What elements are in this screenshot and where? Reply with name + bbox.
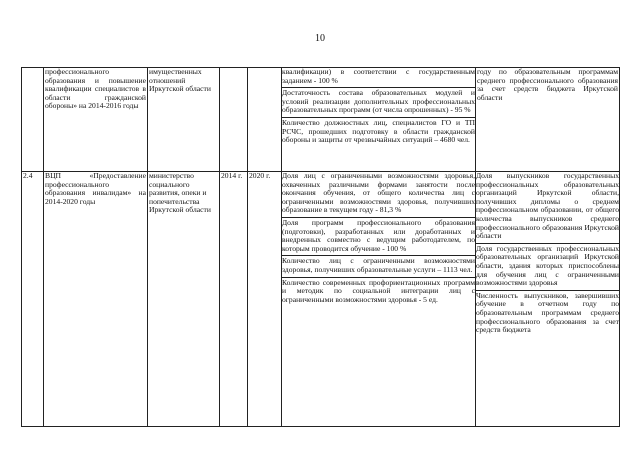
indicator-item: Количество современных профориентационных программ и методик по социальной интеграции лиц с ограниченными возможностями здоровья - 5 ед. [282,277,475,304]
executor-cell: министерство социального развития, опеки и попечительства Иркутской области [148,172,220,427]
table-row [22,68,620,172]
indicator-item: Количество должностных лиц, специалистов ГО и ТП РСЧС, прошедших подготовку в области гражданской обороны и защиты от чрезвычайных ситуаций – 4680 чел. [282,117,475,145]
row-number-cell [22,68,44,172]
indicators-cell [282,68,476,172]
end-year-cell: 2020 г. [248,172,282,427]
target-indicator-item: Численность выпускников, завершивших обучение в отчетном году по образовательным программам среднего профессионального образования за счет средств бюджета [476,290,619,335]
indicator-item: Доля лиц с ограниченными возможностями здоровья, охваченных различными формами занятости после окончания обучения, от общего количества лиц с ограниченными возможностями здоровья, получивших образование в текущем году - 81,3 % [282,172,476,218]
indicators-cell [282,172,476,427]
program-title-cell: профессионального образования и повышение квалификации специалистов в области гражданской обороны» на 2014-2016 годы [44,68,148,172]
program-title-cell: ВЦП «Предоставление профессионального образования инвалидам» на 2014-2020 годы [44,172,148,427]
page-number: 10 [315,33,325,44]
start-year-cell [220,68,248,172]
target-indicator-item: Доля выпускников государственных профессиональных образовательных организаций Иркутской области, получивших дипломы о среднем профессиональном образовании, от общего количества выпускников среднего профессионального образования Иркутской области [476,172,620,244]
table-row [22,172,620,427]
start-year-cell: 2014 г. [220,172,248,427]
target-indicator-item: Доля государственных профессиональных образовательных организаций Иркутской области, здания которых приспособлены для обучения лиц с ограниченными возможностями здоровья [476,244,620,291]
indicator-item: квалификации) в соответствии с государственным заданием - 100 % [282,68,476,88]
target-indicator-cell: году по образовательным программам среднего профессионального образования за счет средств бюджета Иркутской области [476,68,620,172]
executor-cell: имущественных отношений Иркутской области [148,68,220,172]
indicator-item: Доля программ профессионального образования (подготовки), разработанных или доработанных и внедренных совместно с ведущим работодателем, по которым проводится обучение - 100 % [282,218,476,256]
target-indicators-cell [476,172,620,427]
indicator-item: Количество лиц с ограниченными возможностями здоровья, получивших образовательные услуги – 1113 чел. [282,256,476,277]
program-table [21,67,620,427]
row-number-cell: 2.4 [22,172,44,427]
indicator-item: Достаточность состава образовательных модулей и условий реализации дополнительных профессиональных образовательных программ (от числа опрошенных) - 95 % [282,88,476,118]
end-year-cell [248,68,282,172]
